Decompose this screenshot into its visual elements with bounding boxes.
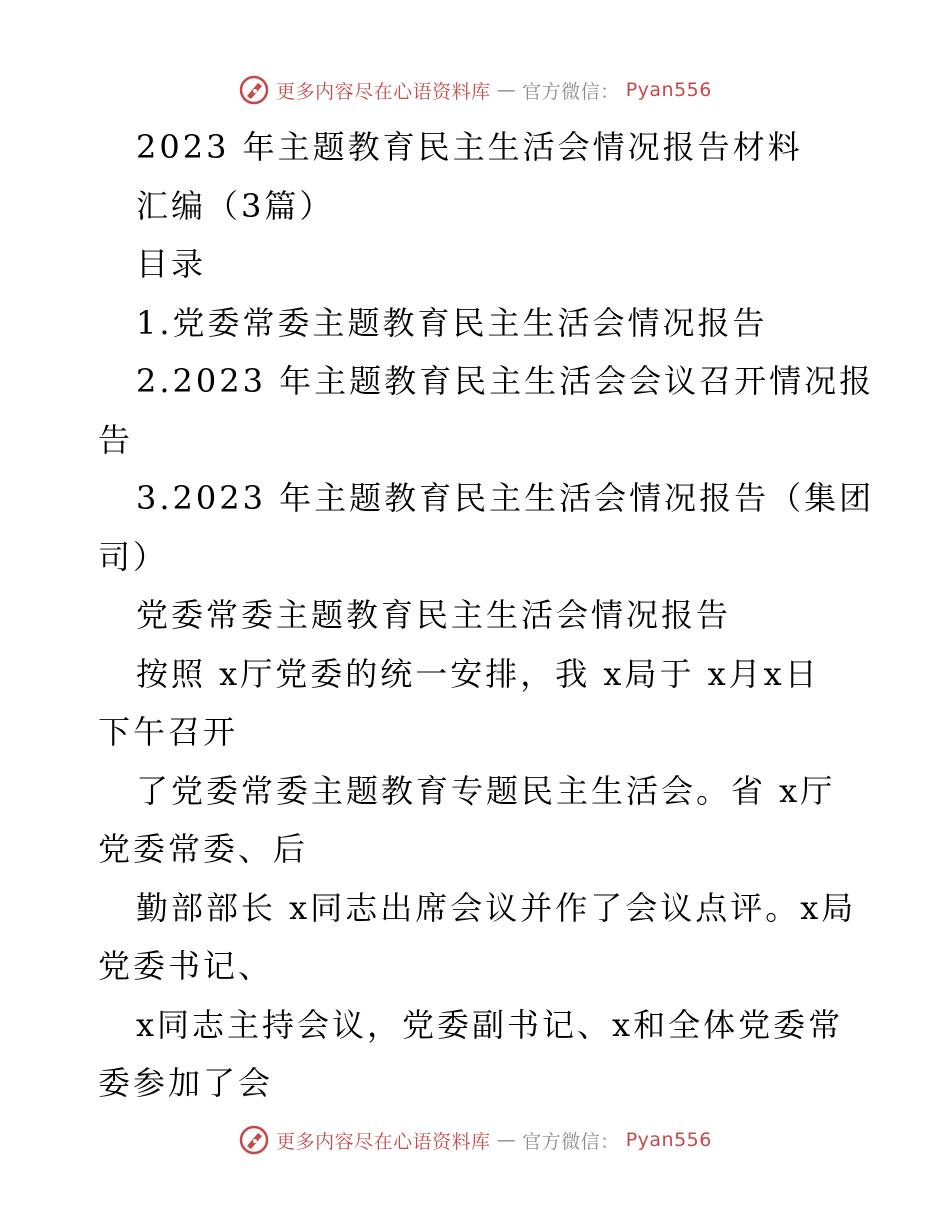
toc-heading: 目录 (136, 245, 207, 283)
watermark-dash: — (496, 1129, 517, 1151)
paragraph-line: 委参加了会 (98, 1064, 274, 1102)
watermark-suffix: 官方微信： (522, 1130, 620, 1153)
paragraph-line: 党委常委、后 (98, 830, 309, 868)
paragraph-line: 下午召开 (98, 713, 239, 751)
section-heading: 党委常委主题教育民主生活会情况报告 (136, 596, 732, 634)
pen-logo-icon (238, 1124, 270, 1156)
toc-item-2: 2.2023 年主题教育民主生活会会议召开情况报 (136, 362, 875, 400)
paragraph-line: 了党委常委主题教育专题民主生活会。省 x厅 (136, 771, 836, 810)
toc-item-3: 3.2023 年主题教育民主生活会情况报告（集团 (136, 479, 875, 517)
watermark-suffix: 官方微信： (522, 80, 620, 103)
paragraph-line: 党委书记、 (98, 947, 274, 985)
watermark-text: 更多内容尽在心语资料库 (276, 80, 491, 103)
paragraph-line: 按照 x厅党委的统一安排，我 x局于 x月x日 (136, 654, 820, 693)
document-body (98, 118, 875, 1113)
toc-item-2-cont: 告 (98, 420, 134, 459)
watermark-text: 更多内容尽在心语资料库 (276, 1130, 491, 1153)
doc-title-line-1: 2023 年主题教育民主生活会情况报告材料 (136, 128, 803, 166)
paragraph-line: 勤部部长 x同志出席会议并作了会议点评。x局 (136, 888, 857, 927)
watermark-dash: — (496, 79, 517, 101)
watermark-account: Pyan556 (625, 1129, 712, 1151)
toc-item-1: 1.党委常委主题教育民主生活会情况报告 (136, 303, 768, 342)
paragraph-line: x同志主持会议，党委副书记、x和全体党委常 (136, 1005, 844, 1044)
doc-title-line-2: 汇编（3篇） (136, 186, 335, 225)
watermark-account: Pyan556 (625, 79, 712, 101)
header-watermark (0, 70, 950, 110)
pen-logo-icon (238, 74, 270, 106)
toc-item-3-cont: 司） (98, 537, 169, 576)
footer-watermark (0, 1120, 950, 1160)
